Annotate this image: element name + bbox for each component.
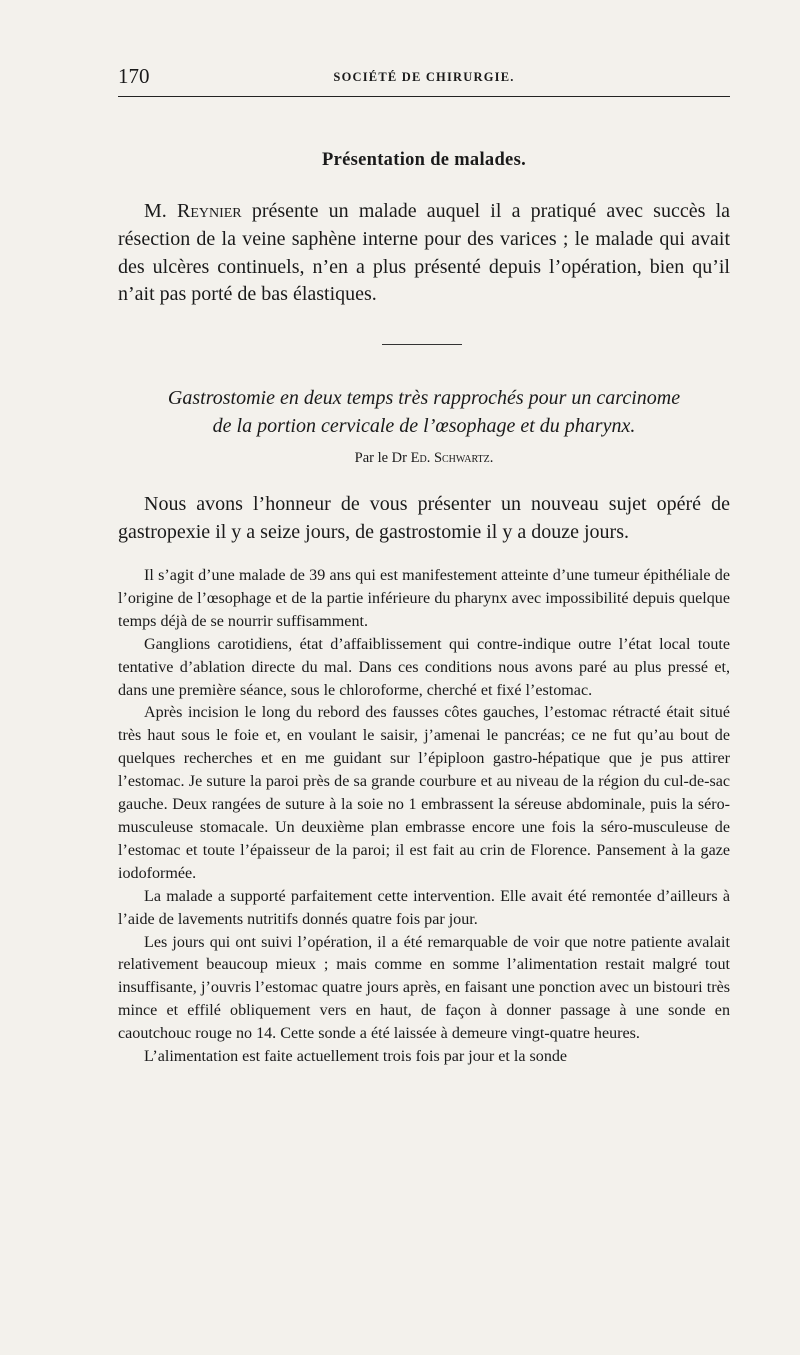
body-paragraph: Il s’agit d’une malade de 39 ans qui est manifestement atteinte d’une tumeur épithéliale de l’origine de l’œsophage et de la partie inférieure du pharynx avec impossibilité depuis quelque temps déjà de se nourrir suffisamment. <box>118 567 730 630</box>
body-paragraph: Les jours qui ont suivi l’opération, il a été remarquable de voir que notre patiente avalait relativement beaucoup mieux ; mais comme en somme l’alimentation restait malgré tout insuffisante, j’ouvris l’estomac quatre jours après, en faisant une ponction avec un bistouri très mince et effilé obliquement vers en haut, de façon à donner passage à une sonde en caoutchouc rouge no 14. Cette sonde a été laissée à demeure vingt-quatre heures. <box>118 933 730 1043</box>
page-number: 170 <box>118 64 150 88</box>
body-paragraph: Après incision le long du rebord des fausses côtes gauches, l’estomac rétracté était situé très haut sous le foie et, en voulant le saisir, j’amenai le pancréas; ce ne fut qu’au bout de quelques recherches et en me guidant sur l’épiploon gastro-hépatique que je pus attirer l’estomac. Je suture la paroi près de sa grande courbure et au niveau de la région du cul-de-sac gauche. Deux rangées de suture à la soie no 1 embrassent la séreuse abdominale, puis la séro-musculeuse stomacale. Un deuxième plan embrasse encore une fois la séro-musculeuse de l’estomac et toute l’épaisseur de la paroi; il est fait au crin de Florence. Pansement à la gaze iodoformée. <box>118 704 730 882</box>
journal-title: SOCIÉTÉ DE CHIRURGIE. <box>333 70 515 84</box>
body-text <box>118 565 730 1069</box>
section-divider <box>382 344 462 345</box>
author-name: Ed. Schwartz. <box>410 450 494 466</box>
author-prefix: Par le Dr <box>354 450 407 466</box>
section-title: Présentation de malades. <box>322 150 526 170</box>
lead-paragraph <box>118 490 730 546</box>
lead-text: Nous avons l’honneur de vous présenter un nouveau sujet opéré de gastropexie il y a seize jours, de gastrostomie il y a douze jours. <box>118 493 730 543</box>
body-paragraph: La malade a supporté parfaitement cette intervention. Elle avait été remontée d’ailleurs à l’aide de lavements nutritifs donnés quatre fois par jour. <box>118 887 730 928</box>
surgeon-name: Reynier <box>176 200 242 222</box>
article-title <box>118 384 730 440</box>
article-title-line-1: Gastrostomie en deux temps très rapprochés pour un carcinome <box>167 387 681 409</box>
body-paragraph: Ganglions carotidiens, état d’affaiblissement qui contre-indique outre l’état local toute tentative d’ablation directe du mal. Dans ces conditions nous avons paré au plus pressé et, dans une première séance, sous le chloroforme, cherché et fixé l’estomac. <box>118 635 730 699</box>
body-paragraph: L’alimentation est faite actuellement trois fois par jour et la sonde <box>144 1048 568 1066</box>
intro-text <box>118 198 730 309</box>
header-rule <box>118 96 730 97</box>
article-author <box>118 450 730 467</box>
salutation: M. <box>144 200 167 222</box>
article-title-line-2: de la portion cervicale de l’œsophage et du pharynx. <box>212 415 636 437</box>
intro-body: présente un malade auquel il a pratiqué avec succès la résection de la veine saphène interne pour des varices ; le malade qui avait des ulcères continuels, n’en a plus présenté depuis l’opération, bien qu’il n’ait pas porté de bas élastiques. <box>118 200 730 306</box>
running-head <box>118 64 730 90</box>
intro-paragraph <box>118 198 730 309</box>
